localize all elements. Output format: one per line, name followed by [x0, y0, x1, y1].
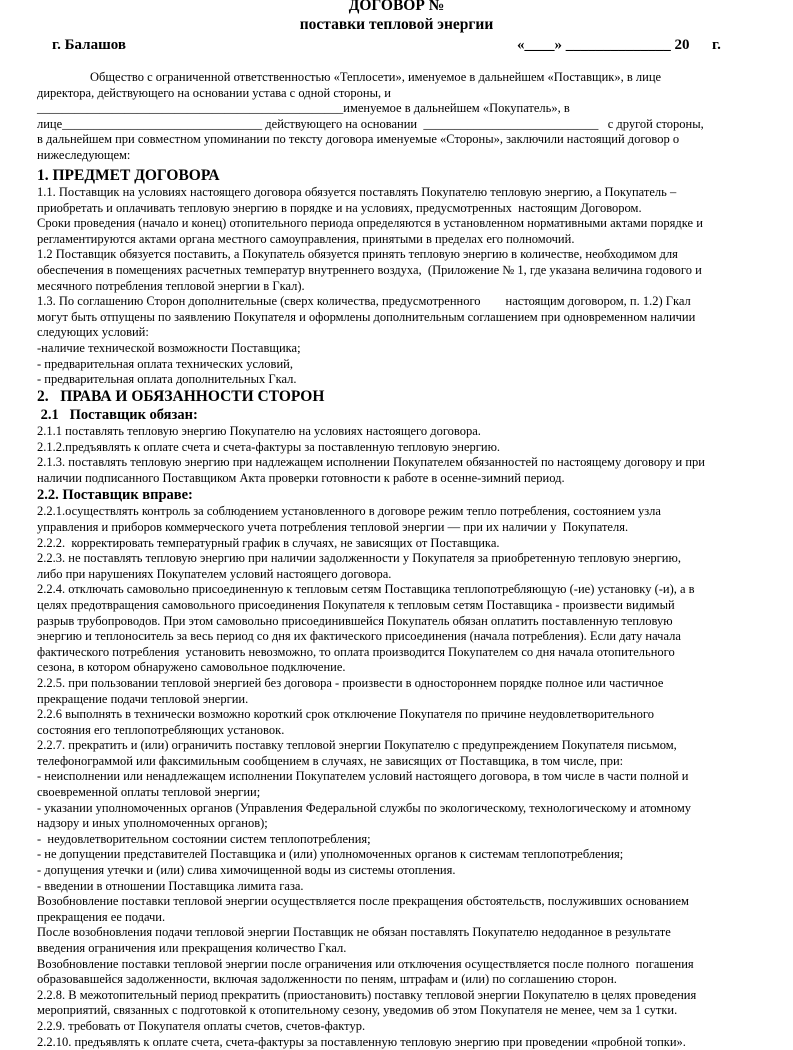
preamble-line: Общество с ограниченной ответственностью «Теплосети», именуемое в дальнейшем «Поставщик», в лице [90, 70, 662, 84]
document-line: 2.2.9. требовать от Покупателя оплаты счетов, счетов-фактур. [37, 1018, 366, 1033]
preamble-line: директора, действующего на основании устава с одной стороны, и [37, 85, 391, 100]
preamble-line: нижеследующем: [37, 147, 131, 162]
section-2-2-heading: 2.2. Поставщик вправе: [37, 487, 193, 504]
document-line: - указании уполномоченных органов (Управления Федеральной службы по экологическому, технологическому и атомному [37, 800, 692, 815]
document-line: целях предотвращения самовольного присоединения Покупателя к тепловым сетям Поставщика - произвести видимый [37, 597, 675, 612]
document-line: Возобновление поставки тепловой энергии после ограничения или отключения осуществляется после полного погашения [37, 956, 694, 971]
document-line: обеспечения в помещениях расчетных температур внутреннего воздуха, (Приложение № 1, где указана величина годового и [37, 262, 702, 277]
document-line: - неисполнении или ненадлежащем исполнении Покупателем условий настоящего договора, в том числе в части полной и [37, 769, 689, 784]
document-line: 2.2.3. не поставлять тепловую энергию при наличии задолженности у Покупателя за приобретенную тепловую энергию, [37, 551, 681, 566]
document-line: своевременной оплаты тепловой энергии; [37, 785, 261, 800]
document-line: введения ограничения или прекращения количество Гкал. [37, 941, 347, 955]
document-line: 2.2.5. при пользовании тепловой энергией без договора - произвести в одностороннем порядке полное или частичное [37, 675, 664, 690]
section-2-2-body [37, 504, 757, 1050]
document-line: могут быть отпущены по заявлению Покупателя и оформлены дополнительным соглашением при одновременном наличии [37, 309, 696, 324]
document-line: мероприятий, связанных с подготовкой к отопительному сезону, уведомив об этом Покупателя не менее, чем за 1 сутки. [37, 1003, 678, 1018]
preamble-line: лице________________________________ действующего на основании ____________________________ с другой стороны, [37, 116, 704, 131]
contract-city: г. Балашов [52, 37, 126, 53]
document-line: -наличие технической возможности Поставщика; [37, 340, 301, 355]
contract-date: «____» ______________ 20 г. [517, 37, 721, 53]
document-line: - введении в отношении Поставщика лимита газа. [37, 878, 304, 893]
section-1-body [37, 185, 757, 388]
document-line: После возобновления подачи тепловой энергии Поставщик не обязан поставлять Покупателю недоданное в результате [37, 925, 671, 940]
document-line: следующих условий: [37, 325, 149, 340]
document-line: 2.2.7. прекратить и (или) ограничить поставку тепловой энергии Покупателю с предупреждением Покупателя письмом, [37, 738, 677, 753]
document-line: энергию и теплоноситель за весь период со дня их фактического присоединения (начала потребления). Если дату начала [37, 629, 681, 644]
section-2-1-heading: 2.1 Поставщик обязан: [37, 407, 198, 423]
document-line: прекращение подачи тепловой энергии. [37, 691, 249, 706]
document-line: образовавшейся задолженности, включая задолженности по пеням, штрафам и (или) по соглашению сторон. [37, 972, 617, 987]
document-line: 2.2.4. отключать самовольно присоединенную к тепловым сетям Поставщика теплопотребляющую (-ие) установку (-и), а в [37, 582, 695, 597]
document-line: - предварительная оплата технических условий, [37, 356, 293, 371]
section-1-heading: 1. ПРЕДМЕТ ДОГОВОРА [37, 167, 220, 184]
section-2-1-body [37, 424, 757, 486]
document-line: фактического потребления установить невозможно, то оплата производится Покупателем со дня начала отопительного [37, 644, 675, 659]
document-line: месячного потребления тепловой энергии в Гкал). [37, 278, 305, 293]
document-line: сезона, в котором обнаружено самовольное подключение. [37, 660, 346, 675]
document-line: - неудовлетворительном состоянии систем теплопотребления; [37, 831, 371, 846]
section-2 [37, 387, 757, 1050]
preamble-line: в дальнейшем при совместном упоминании по тексту договора именуемые «Стороны», заключили настоящий договор о [37, 132, 680, 147]
document-line: приобретать и оплачивать тепловую энергию в порядке и на условиях, предусмотренных настоящим Договором. [37, 200, 642, 215]
document-line: - предварительная оплата дополнительных Гкал. [37, 372, 297, 387]
document-line: прекращения ее подачи. [37, 909, 166, 924]
document-line: регламентируются актами органа местного самоуправления, принятыми в пределах его полномочий. [37, 231, 575, 246]
document-line: управления и приборов коммерческого учета потребления тепловой энергии — при их наличии у Покупателя. [37, 519, 629, 534]
document-line: телефонограммой или факсимильным сообщением в случаях, не зависящих от Поставщика, в том числе, при: [37, 753, 624, 768]
document-subtitle: поставки тепловой энергии [299, 16, 494, 33]
document-line: 2.2.10. предъявлять к оплате счета, счета-фактуры за поставленную тепловую энергию при проведении «пробной топки». [37, 1034, 686, 1049]
document-line: Сроки проведения (начало и конец) отопительного периода определяются в установленном нормативными актами порядке и [37, 216, 703, 231]
document-line: 2.2.1.осуществлять контроль за соблюдением установленного в договоре режим тепло потребления, состоянием узла [37, 504, 661, 519]
preamble-line: _________________________________________________именуемое в дальнейшем «Покупатель», в [37, 101, 570, 116]
document-line: 1.1. Поставщик на условиях настоящего договора обязуется поставлять Покупателю тепловую энергию, а Покупатель – [37, 185, 677, 199]
document-line: 2.2.8. В межотопительный период прекратить (приостановить) поставку тепловой энергии Покупателю в целях проведения [37, 987, 697, 1002]
preamble [37, 70, 757, 164]
section-2-heading: 2. ПРАВА И ОБЯЗАННОСТИ СТОРОН [37, 388, 325, 405]
document-line: 1.3. По соглашению Сторон дополнительные (сверх количества, предусмотренного настоящим договором, п. 1.2) Гкал [37, 294, 691, 309]
document-line: 2.2.6 выполнять в технически возможно короткий срок отключение Покупателя по причине неудовлетворительного [37, 707, 654, 722]
document-line: 1.2 Поставщик обязуется поставить, а Покупатель обязуется принять тепловую энергию в количестве, необходимом для [37, 247, 678, 262]
document-line: 2.1.2.предъявлять к оплате счета и счета-фактуры за поставленную тепловую энергию. [37, 439, 501, 454]
document-line: 2.2.2. корректировать температурный график в случаях, не зависящих от Поставщика. [37, 535, 500, 550]
document-line: разрыв трубопроводов. При этом самовольно присоединившейся Покупатель обязан оплатить поставленную тепловую [37, 613, 673, 628]
document-line: 2.1.3. поставлять тепловую энергию при надлежащем исполнении Покупателем обязанностей по настоящему договору и при [37, 455, 705, 470]
document-line: надзору и иных уполномоченных органов); [37, 816, 268, 831]
document-line: состояния его теплопотребляющих установок. [37, 722, 285, 737]
document-line: Возобновление поставки тепловой энергии осуществляется после прекращения обстоятельств, послуживших основанием [37, 894, 689, 909]
document-title: ДОГОВОР № [348, 0, 445, 14]
document-line: наличии подписанного Поставщиком Акта проверки готовности к работе в осенне-зимний период. [37, 470, 565, 485]
document-line: либо при нарушениях Покупателем условий настоящего договора. [37, 566, 392, 581]
document-line: - не допущении представителей Поставщика и (или) уполномоченных органов к системам теплопотребления; [37, 847, 624, 862]
section-1 [37, 166, 757, 388]
document-line: - допущения утечки и (или) слива химочищенной воды из системы отопления. [37, 863, 456, 878]
document-line: 2.1.1 поставлять тепловую энергию Покупателю на условиях настоящего договора. [37, 424, 481, 438]
